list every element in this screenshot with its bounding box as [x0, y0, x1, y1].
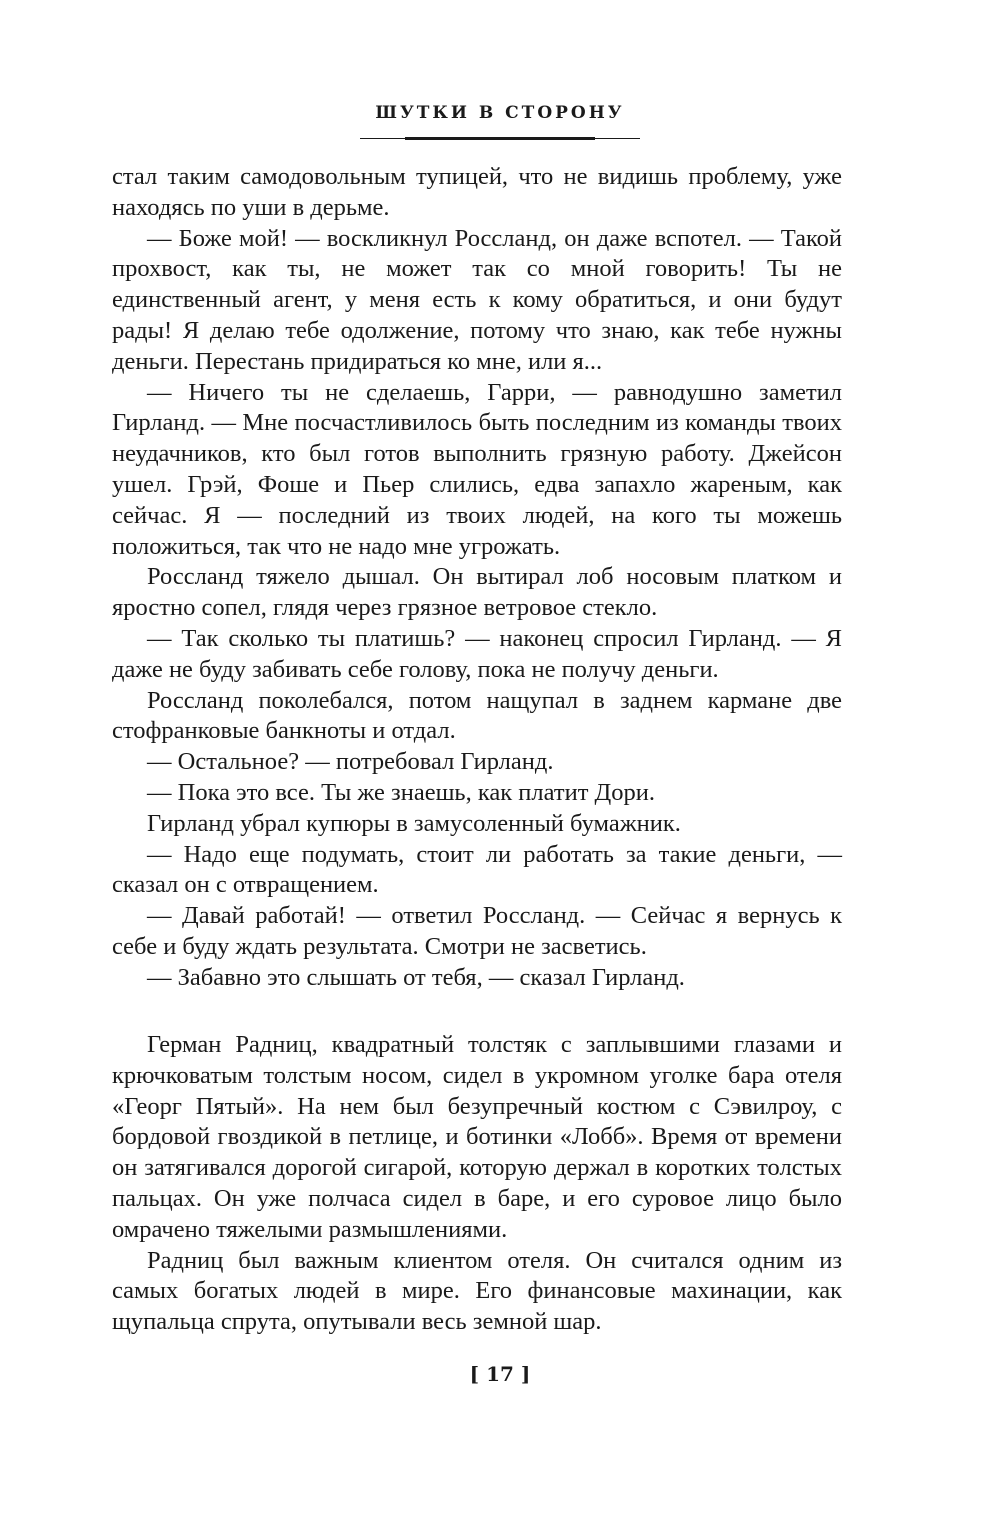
- body-text-section-2: [112, 1030, 842, 1338]
- paragraph: Гирланд убрал купюры в замусоленный бумажник.: [147, 809, 681, 837]
- body-text-section-1: [112, 162, 842, 994]
- paragraph: — Давай работай! — ответил Россланд. — Сейчас я вернусь к себе и буду ждать результата. Смотри не засветись.: [112, 902, 842, 960]
- paragraph: — Остальное? — потребовал Гирланд.: [147, 748, 554, 776]
- running-head-rule: [405, 137, 595, 140]
- paragraph: — Боже мой! — воскликнул Россланд, он даже вспотел. — Такой прохвост, как ты, не может так со мной говорить! Ты не единственный агент, у меня есть к кому обратиться, и они будут рады! Я делаю тебе одолжение, потому что знаю, как тебе нужны деньги. Перестань придираться ко мне, или я...: [112, 224, 842, 375]
- paragraph: — Так сколько ты платишь? — наконец спросил Гирланд. — Я даже не буду забивать себе голову, пока не получу деньги.: [112, 624, 842, 683]
- paragraph: — Пока это все. Ты же знаешь, как платит Дори.: [147, 778, 655, 806]
- paragraph: — Ничего ты не сделаешь, Гарри, — равнодушно заметил Гирланд. — Мне посчастливилось быть последним из команды твоих неудачников, кто был готов выполнить грязную работу. Джейсон ушел. Грэй, Фоше и Пьер слились, едва запахло жареным, как сейчас. Я — последний из твоих людей, на кого ты можешь положиться, так что не надо мне угрожать.: [112, 378, 842, 560]
- paragraph: — Надо еще подумать, стоит ли работать за такие деньги, — сказал он с отвращением.: [112, 840, 842, 899]
- page-number: [ 17 ]: [469, 1362, 531, 1386]
- paragraph: Россланд поколебался, потом нащупал в заднем кармане две стофранковые банкноты и отдал.: [112, 686, 842, 745]
- paragraph: Россланд тяжело дышал. Он вытирал лоб носовым платком и яростно сопел, глядя через грязное ветровое стекло.: [112, 563, 842, 622]
- running-head: ШУТКИ В СТОРОНУ: [375, 103, 625, 123]
- paragraph: Герман Радниц, квадратный толстяк с заплывшими глазами и крючковатым толстым носом, сидел в укромном уголке бара отеля «Георг Пятый». На нем был безупречный костюм с Сэвилроу, с бордовой гвоздикой в петлице, и ботинки «Лобб». Время от времени он затягивался дорогой сигарой, которую держал в коротких толстых пальцах. Он уже полчаса сидел в баре, и его суровое лицо было омрачено тяжелыми размышлениями.: [112, 1031, 842, 1243]
- paragraph: Радниц был важным клиентом отеля. Он считался одним из самых богатых людей в мире. Его финансовые махинации, как щупальца спрута, опутывали весь земной шар.: [112, 1246, 842, 1336]
- paragraph: — Забавно это слышать от тебя, — сказал Гирланд.: [147, 963, 685, 991]
- paragraph: стал таким самодовольным тупицей, что не видишь проблему, уже находясь по уши в дерьме.: [112, 163, 842, 221]
